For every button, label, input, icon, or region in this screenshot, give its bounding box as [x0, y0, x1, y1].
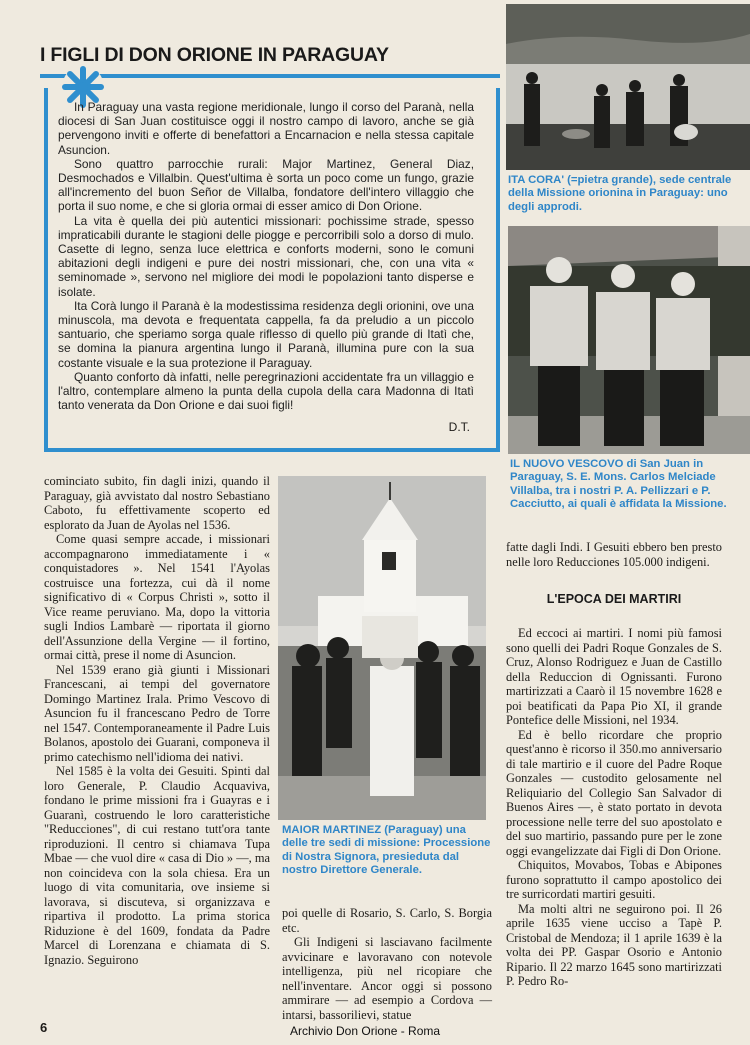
intro-paragraph: Ita Corà lungo il Paranà è la modestissima residenza degli orionini, ove una minuscola, ma devota e frequentata cappella, fa da preludio a un piccolo santuario, che speriamo sorga quale riflesso di quello più grande di Itatì che, se domina la pianura argentina lungo il Paranà, illumina pure con la sua costante visuale e la sua protezione il Paraguay.	[58, 298, 474, 370]
body-paragraph: Gli Indigeni si lasciavano facilmente avvicinare e lavoravano con notevole intelligenza, più nel ricopiare che nell'inventare. Ancor oggi si possono ammirare — ad esempio a Cordova — intarsi, bassorilievi, statue	[282, 935, 492, 1022]
intro-paragraph: Sono quattro parrocchie rurali: Major Martinez, General Diaz, Desmochados e Villalbin. Quest'ultima è sorta un poco come un fungo, grazie all'incremento del buon Señor de Villalba, fondatore dell'intero villaggio che porta il suo nome, e che si gloria ormai di esser amico di Don Orione.	[58, 156, 474, 214]
intro-paragraph: Quanto conforto dà infatti, nelle peregrinazioni accidentate fra un villaggio e l'altro, contemplare almeno la punta della cupola della cara Madonna di Itatì tanto venerata da Don Orione e dai suoi figli!	[58, 369, 474, 413]
body-column-left	[44, 474, 270, 967]
photo-new-bishop	[508, 226, 750, 454]
photo1-caption: ITA CORA' (=pietra grande), sede centrale della Missione orionina in Paraguay: uno degli approdi.	[508, 174, 732, 213]
page-number: 6	[40, 1020, 48, 1035]
body-paragraph: Nel 1539 erano già giunti i Missionari Francescani, ai tempi del governatore Domingo Martinez Irala. Primo Vescovo di Asuncion fu il francescano Pedro de Torre nel 1547. Contemporaneamente il Padre Luis Bolanos, apostolo dei Guarani, componeva il primo catechismo nell'idioma dei nativi.	[44, 662, 270, 764]
body-paragraph: Nel 1585 è la volta dei Gesuiti. Spinti dal loro Generale, P. Claudio Acquaviva, fondano le prime missioni fra i Guayras e i Guaranì, costruendo le loro caratteristiche "Reducciones", di cui restano tutt'ora tante riproduzioni. Il centro si chiamava Tupa Mbae — che vuol dire « casa di Dio » —, ma non coincideva con la sola chiesa. Era un luogo di vita comunitaria, ove insieme si lavorava, si discuteva, si organizzava e ripartiva il prodotto. La prima storica Riduzione è del 1609, fondata da Padre Marcel di Lorenzana e chiamata di S. Ignazio. Seguirono	[44, 764, 270, 967]
body-paragraph: cominciato subito, fin dagli inizi, quando il Paraguay, già avvistato dal nostro Sebastiano Caboto, fu effettivamente scoperto ed esplorato da Juan de Ayolas nel 1536.	[44, 474, 270, 532]
body-paragraph: Chiquitos, Movabos, Tobas e Abipones furono soprattutto il campo apostolico dei tre surricordati martiri gesuiti.	[506, 858, 722, 901]
intro-text	[58, 100, 474, 412]
body-paragraph: fatte dagli Indi. I Gesuiti ebbero ben presto nelle loro Reducciones 105.000 indigeni.	[506, 540, 722, 569]
photo2-caption: IL NUOVO VESCOVO di San Juan in Paraguay, S. E. Mons. Carlos Melciade Villalba, tra i nostri P. A. Pellizzari e P. Cacciutto, ai quali è affidata la Missione.	[510, 458, 727, 510]
intro-signature: D.T.	[448, 420, 470, 434]
body-paragraph: poi quelle di Rosario, S. Carlo, S. Borgia etc.	[282, 906, 492, 935]
article-title: I FIGLI DI DON ORIONE IN PARAGUAY	[40, 44, 389, 66]
intro-paragraph: La vita è quella dei più autentici missionari: pochissime strade, spesso impraticabili durante le stagioni delle piogge e percorribili solo a dorso di mulo. Casette di legno, senza luce elettrica e conforts moderni, sono le comuni abitazioni degli indigeni e pure dei nostri missionari, che, con una vita « seminomade », servono nel migliore dei modi le popolazioni tanto disperse e isolate.	[58, 213, 474, 299]
intro-paragraph: In Paraguay una vasta regione meridionale, lungo il corso del Paranà, nella diocesi di San Juan costituisce oggi il nostro campo di lavoro, anche se già pervengono inviti e offerte di benefattori a Encarnacion e nella stessa capitale Asuncion.	[58, 100, 474, 157]
body-paragraph: Ed eccoci ai martiri. I nomi più famosi sono quelli dei Padri Roque Gonzales de S. Cruz, Alonso Rodriguez e Juan de Castillo della Reduccion di Ognissanti. Furono martirizzati a Caarò il 15 novembre 1628 e poi beatificati da Papa Pio XI, il grande Pontefice delle Missioni, nel 1934.	[506, 626, 722, 727]
section-heading: L'EPOCA DEI MARTIRI	[546, 592, 682, 606]
body-column-right	[506, 626, 722, 989]
photo-ita-cora-landing	[506, 4, 750, 170]
body-column-middle	[282, 906, 492, 1022]
photo-procession	[278, 476, 486, 820]
body-paragraph: Come quasi sempre accade, i missionari accompagnarono immediatamente i « conquistadores ». Nel 1541 l'Ayolas costruisce una fortezza, cui dà il nome significativo di « Corpus Christi », sotto il Vice reame peruviano. Ma, dopo la vittoria sugli Indios Lambarè — riportata il giorno dell'Assunzione della Vergine — il fortino, ormai città, prese il nome di Asuncion.	[44, 532, 270, 662]
archive-footer: Archivio Don Orione - Roma	[290, 1024, 441, 1038]
body-paragraph: Ma molti altri ne seguirono poi. Il 26 aprile 1635 viene ucciso a Tapè P. Cristobal de Mendoza; il 1 aprile 1639 è la volta dei PP. Gaspar Osorio e Antonio Ripario. Il 22 marzo 1645 sono martirizzati P. Pedro Ro-	[506, 901, 722, 988]
title-rule	[40, 74, 500, 78]
photo3-caption: MAIOR MARTINEZ (Paraguay) una delle tre sedi di missione: Processione di Nostra Signora, presieduta dal nostro Direttore Generale.	[282, 824, 491, 876]
body-column-right-top	[506, 540, 722, 569]
body-paragraph: Ed è bello ricordare che proprio quest'anno è ricorso il 350.mo anniversario di tale martirio e il cuore del Padre Roque Gonzales — custodito gelosamente nel Reliquiario del Collegio San Salvador di Buenos Aires —, è stato portato in devota processione nelle terre del suo apostolato e del suo martirio, passando pure per le zone oggi evangelizzate dai Figli di Don Orione.	[506, 727, 722, 858]
